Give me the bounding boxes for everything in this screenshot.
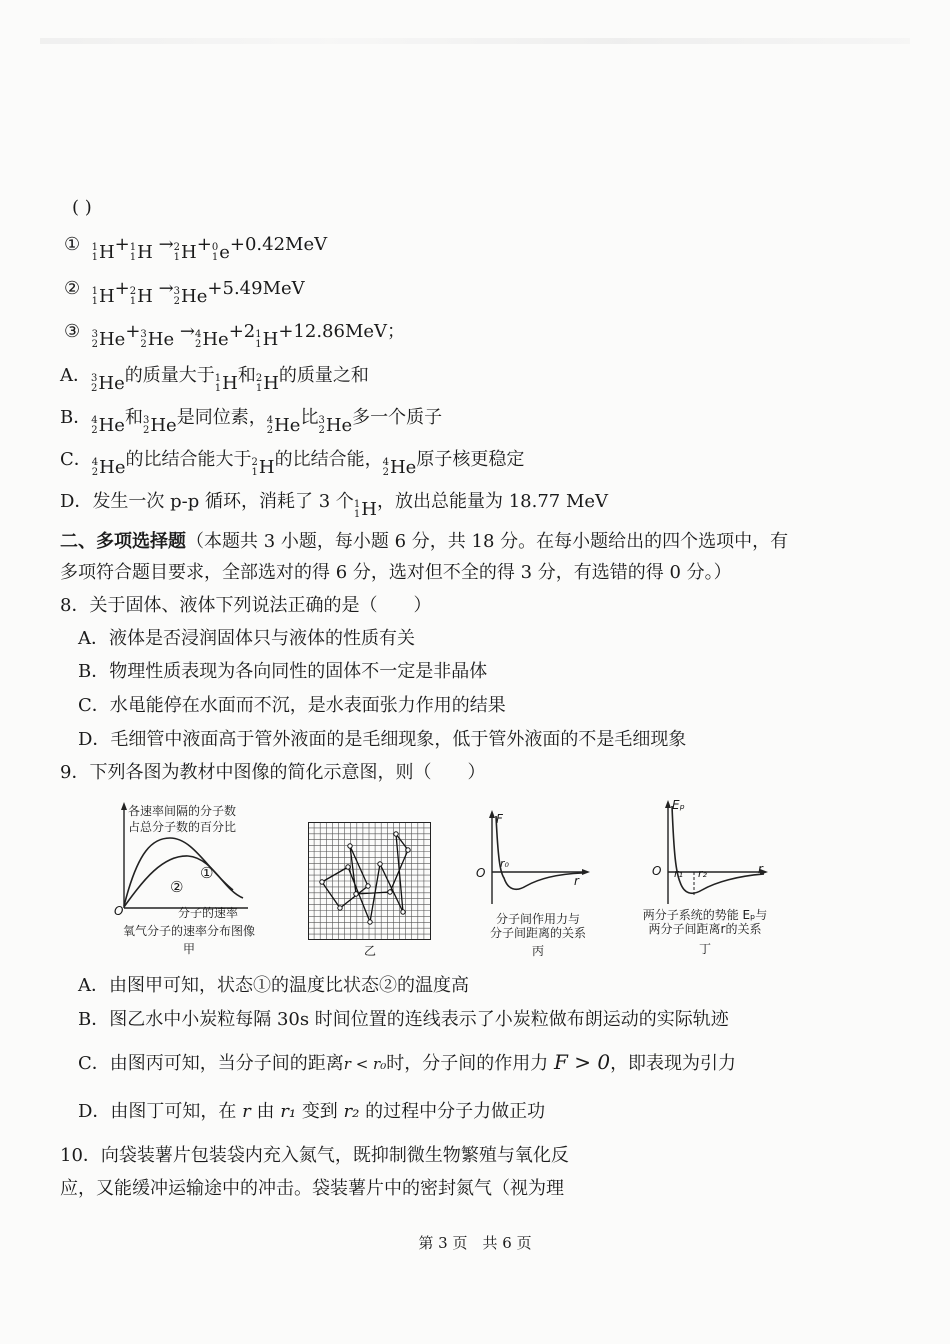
q7-option-a: A． 3 2 He 的质量大于 1 1 H 和 2 1 H 的质量之和 — [60, 365, 369, 394]
q9-option-c: C．由图丙可知，当分子间的距离r < r₀时，分子间的作用力 F > 0，即表现为引力 — [78, 1050, 737, 1074]
q10-line-2: 应，又能缓冲运输途中的冲击。袋装薯片中的密封氮气（视为理 — [60, 1178, 564, 1199]
scan-edge — [40, 38, 910, 44]
reaction-3: ③ 3 2 He + 3 2 He → 4 2 He +2 1 1 H +12.86MeV； — [64, 321, 406, 350]
fig1-ylabel-2: 占总分子数的百分比 — [128, 820, 237, 834]
q9-option-d: D．由图丁可知，在 r 由 r₁ 变到 r₂ 的过程中分子力做正功 — [78, 1101, 546, 1122]
brownian-grid — [308, 822, 432, 942]
circled-2: ② — [64, 278, 81, 299]
fig1-origin: O — [114, 904, 124, 918]
fig4-caption-1: 两分子系统的势能 Eₚ与 — [642, 908, 768, 922]
q7-option-b: B． 4 2 He 和 3 2 He 是同位素， 4 2 He 比 3 2 He 多一个质子 — [60, 407, 443, 436]
q7-option-d: D．发生一次 p-p 循环，消耗了 3 个 1 1 H ，放出总能量为 18.77 MeV — [60, 491, 609, 520]
fig1-tag: 甲 — [182, 942, 195, 956]
q9-option-b: B．图乙水中小炭粒每隔 30s 时间位置的连线表示了小炭粒做布朗运动的实际轨迹 — [78, 1009, 729, 1030]
fig4-origin: O — [652, 864, 662, 878]
reaction-1: ① 1 1 H + 1 1 H → 2 1 H + 0 1 e +0.42MeV — [64, 234, 328, 263]
fig1-caption: 氧气分子的速率分布图像 — [122, 924, 255, 938]
fig4-caption-2: 两分子间距离r的关系 — [648, 922, 762, 936]
nuclide: 2 1 H — [173, 242, 197, 263]
nuclide: 0 1 e — [211, 242, 230, 263]
fig4-r1: r₁ — [674, 867, 683, 880]
potential-plot — [634, 796, 784, 908]
q8-option-c: C．水黾能停在水面而不沉，是水表面张力作用的结果 — [78, 695, 506, 716]
curve-1 — [124, 856, 243, 907]
q9-stem: 9．下列各图为教材中图像的简化示意图，则（ ） — [60, 762, 486, 783]
fig1-curve-2-label: ② — [170, 878, 184, 896]
fig3-caption-2: 分子间距离的关系 — [489, 926, 586, 940]
fig4-yaxis: Eₚ — [672, 798, 685, 812]
nuclide: 1 1 H — [129, 242, 153, 263]
q8-option-a: A．液体是否浸润固体只与液体的性质有关 — [78, 628, 415, 649]
q9-option-a: A．由图甲可知，状态①的温度比状态②的温度高 — [78, 975, 469, 996]
force-curve — [496, 816, 582, 889]
fig1-curve-1-label: ① — [200, 864, 214, 882]
fig4-tag: 丁 — [698, 942, 711, 956]
q10-line-1: 10．向袋装薯片包装袋内充入氮气，既抑制微生物繁殖与氧化反 — [60, 1145, 569, 1166]
nuclide: 1 1 H — [91, 242, 115, 263]
reaction-2: ② 1 1 H + 2 1 H → 3 2 He +5.49MeV — [64, 278, 305, 307]
fig4-xaxis: r — [758, 862, 763, 876]
fig3-xaxis: r — [574, 874, 579, 888]
q7-option-c: C． 4 2 He 的比结合能大于 2 1 H 的比结合能， 4 2 He 原子核更稳定 — [60, 449, 525, 478]
q8-option-b: B．物理性质表现为各向同性的固体不一定是非晶体 — [78, 661, 488, 682]
fig1-xlabel: 分子的速率 — [178, 906, 239, 920]
figure-force-distance — [474, 808, 604, 968]
page-footer: 第 3 页 共 6 页 — [418, 1234, 532, 1252]
circled-3: ③ — [64, 321, 81, 342]
figure-brownian — [308, 822, 432, 967]
answer-paren: ( ) — [72, 197, 92, 218]
fig1-ylabel-1: 各速率间隔的分子数 — [128, 804, 237, 818]
section-desc: 多项符合题目要求，全部选对的得 6 分，选对但不全的得 3 分，有选错的得 0 分。） — [60, 562, 732, 583]
fig3-yaxis: F — [496, 812, 503, 826]
fig4-r2: r₂ — [698, 867, 707, 880]
q8-option-d: D．毛细管中液面高于管外液面的是毛细现象，低于管外液面的不是毛细现象 — [78, 729, 687, 750]
y-arrow — [121, 802, 127, 810]
fig3-origin: O — [476, 866, 486, 880]
brownian-path — [322, 834, 408, 922]
figure-potential-energy — [634, 796, 784, 968]
section-heading: 二、多项选择题（本题共 3 小题，每小题 6 分，共 18 分。在每小题给出的四个选项中，有 — [60, 531, 789, 552]
q8-stem: 8．关于固体、液体下列说法正确的是（ ） — [60, 595, 432, 616]
figure-speed-distribution — [108, 800, 278, 965]
fig3-tag: 丙 — [531, 944, 544, 958]
fig3-r0: r₀ — [500, 857, 509, 870]
force-plot — [474, 808, 604, 908]
fig3-caption-1: 分子间作用力与 — [495, 912, 580, 926]
fig2-tag: 乙 — [363, 944, 376, 958]
circled-1: ① — [64, 234, 81, 255]
potential-curve — [672, 806, 764, 893]
